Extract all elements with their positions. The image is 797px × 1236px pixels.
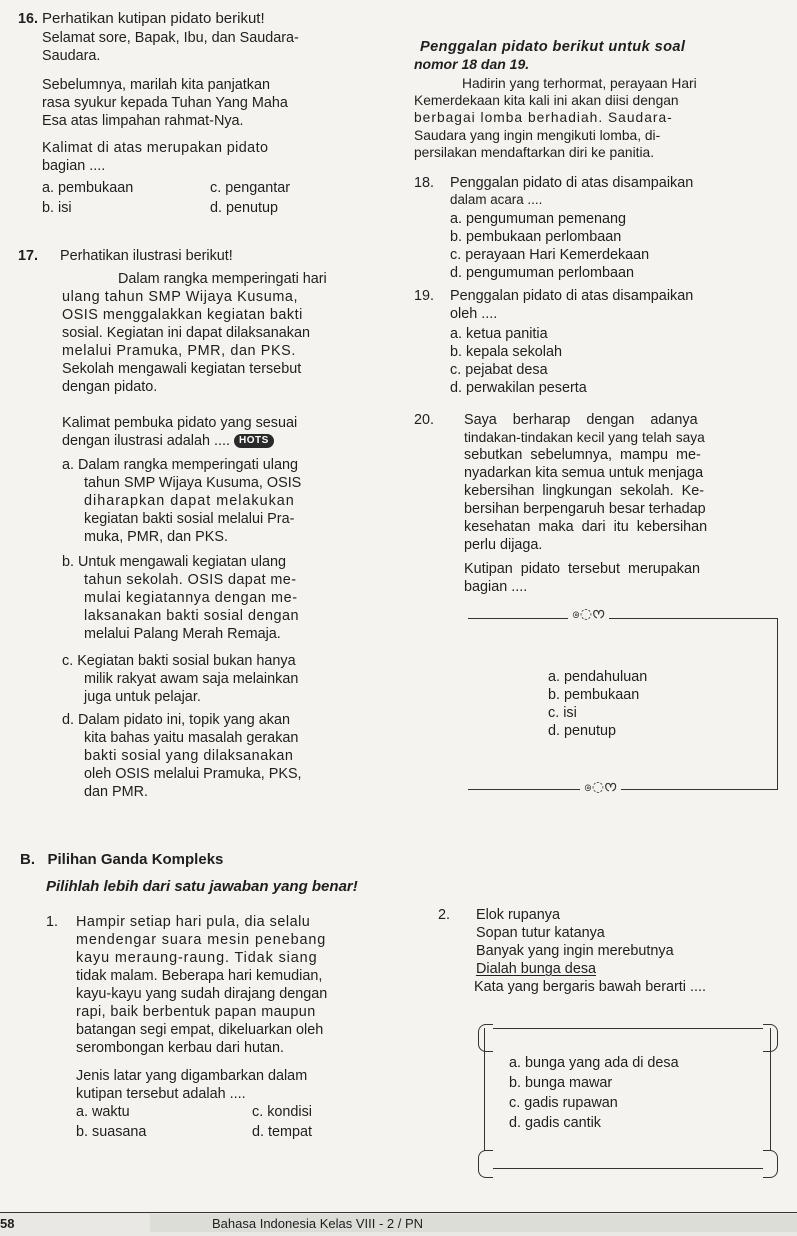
option-line: c. Kegiatan bakti sosial bukan hanya [62, 653, 296, 669]
option-line: melalui Palang Merah Remaja. [84, 626, 281, 642]
passage-heading-line: nomor 18 dan 19. [414, 56, 530, 73]
question-text: dalam acara .... [450, 192, 543, 207]
option-line: juga untuk pelajar. [84, 689, 201, 705]
option-a[interactable]: a. bunga yang ada di desa [509, 1055, 679, 1071]
excerpt-line: mendengar suara mesin penebang [76, 932, 327, 948]
option-d[interactable]: d. gadis cantik [509, 1115, 601, 1131]
poem-line: Sopan tutur katanya [476, 925, 605, 941]
frame-right-rule [777, 618, 778, 790]
excerpt-line: kayu-kayu yang sudah dirajang dengan [76, 986, 328, 1002]
excerpt-line: batangan segi empat, dikeluarkan oleh [76, 1022, 324, 1038]
scroll-right-rule [770, 1028, 771, 1168]
page-number: 58 [0, 1216, 15, 1231]
excerpt-line: Hampir setiap hari pula, dia selalu [76, 914, 311, 930]
passage-line: berbagai lomba berhadiah. Saudara- [414, 110, 673, 126]
option-line: dan PMR. [84, 784, 148, 800]
excerpt-line: Selamat sore, Bapak, Ibu, dan Saudara- [42, 29, 299, 46]
illustration-text [62, 270, 372, 396]
passage-line: Kemerdekaan kita kali ini akan diisi dengan [414, 93, 679, 109]
option-c[interactable]: c. perayaan Hari Kemerdekaan [450, 246, 650, 263]
option-a[interactable]: a. pendahuluan [548, 669, 648, 685]
question-number: 19. [414, 288, 435, 304]
question-title: Perhatikan ilustrasi berikut! [60, 248, 233, 264]
option-c[interactable]: c. pengantar [210, 179, 291, 196]
option-b[interactable]: b. bunga mawar [509, 1075, 613, 1091]
question-number: 20. [414, 412, 435, 428]
scroll-curl-left-icon [478, 1024, 493, 1052]
excerpt-line: sebutkan sebelumnya, mampu me- [464, 447, 701, 464]
option-line: b. Untuk mengawali kegiatan ulang [62, 554, 286, 570]
option-d[interactable] [62, 711, 382, 801]
option-line: kita bahas yaitu masalah gerakan [84, 730, 299, 746]
option-line: a. Dalam rangka memperingati ulang [62, 457, 298, 473]
hots-badge: HOTS [234, 434, 274, 448]
option-line: laksanakan bakti sosial dengan [84, 608, 300, 624]
option-line: mulai kegiatannya dengan me- [84, 590, 298, 606]
scroll-left-rule [484, 1028, 485, 1168]
passage-line: Hadirin yang terhormat, perayaan Hari [462, 76, 697, 91]
question-text-line [62, 432, 382, 450]
question-text: kutipan tersebut adalah .... [76, 1086, 246, 1102]
option-b[interactable]: b. isi [42, 199, 72, 216]
footer-title: Bahasa Indonesia Kelas VIII - 2 / PN [212, 1216, 424, 1231]
question-text: oleh .... [450, 306, 498, 322]
complex-question-2-options [509, 1054, 759, 1132]
option-line: kegiatan bakti sosial melalui Pra- [84, 511, 295, 527]
question-text: bagian .... [464, 579, 528, 596]
option-b[interactable] [62, 553, 382, 643]
option-c[interactable]: c. isi [548, 705, 577, 721]
option-b[interactable]: b. pembukaan [548, 687, 640, 703]
question-text: Kata yang bergaris bawah berarti .... [474, 979, 706, 995]
option-b[interactable]: b. kepala sekolah [450, 344, 563, 360]
poem-line: Banyak yang ingin merebutnya [476, 943, 674, 959]
option-line: oleh OSIS melalui Pramuka, PKS, [84, 766, 302, 782]
question-text: Jenis latar yang digambarkan dalam [76, 1068, 308, 1084]
question-text: Kutipan pidato tersebut merupakan [464, 561, 700, 578]
scroll-bottom-rule [484, 1168, 770, 1169]
poem-line: Dialah bunga desa [476, 961, 597, 977]
illustration-line: ulang tahun SMP Wijaya Kusuma, [62, 289, 299, 305]
question-text: bagian .... [42, 157, 106, 174]
excerpt-line: rapi, baik berbentuk papan maupun [76, 1004, 316, 1020]
option-d[interactable]: d. pengumuman perlombaan [450, 264, 635, 281]
option-c[interactable]: c. pejabat desa [450, 362, 548, 378]
frame-ornament-top: ၜ◌ᰔ [568, 606, 609, 624]
illustration-line: dengan pidato. [62, 379, 158, 395]
option-a[interactable]: a. ketua panitia [450, 326, 548, 342]
section-instruction: Pilihlah lebih dari satu jawaban yang benar! [46, 878, 358, 895]
question-number: 16. [18, 11, 39, 27]
option-d[interactable]: d. penutup [548, 723, 617, 739]
illustration-line: Dalam rangka memperingati hari [118, 271, 327, 287]
excerpt-line: Esa atas limpahan rahmat-Nya. [42, 112, 244, 129]
question-number: 2. [438, 907, 451, 923]
option-line: tahun sekolah. OSIS dapat me- [84, 572, 297, 588]
illustration-line: melalui Pramuka, PMR, dan PKS. [62, 343, 296, 359]
question-title: Perhatikan kutipan pidato berikut! [42, 10, 265, 27]
option-line: d. Dalam pidato ini, topik yang akan [62, 712, 290, 728]
option-d[interactable]: d. perwakilan peserta [450, 380, 587, 396]
excerpt-line: serombongan kerbau dari hutan. [76, 1040, 285, 1056]
option-b[interactable]: b. pembukaan perlombaan [450, 228, 622, 245]
illustration-line: sosial. Kegiatan ini dapat dilaksanakan [62, 325, 311, 341]
option-line: bakti sosial yang dilaksanakan [84, 748, 294, 764]
option-line: diharapkan dapat melakukan [84, 493, 295, 509]
excerpt-line: bersihan berpengaruh besar terhadap [464, 501, 706, 518]
option-line: muka, PMR, dan PKS. [84, 529, 228, 545]
frame-ornament-bottom: ၜ◌ᰔ [580, 779, 621, 797]
passage-line: persilakan mendaftarkan diri ke panitia. [414, 144, 655, 160]
option-c[interactable]: c. gadis rupawan [509, 1095, 618, 1111]
option-a[interactable]: a. pembukaan [42, 179, 134, 196]
option-line: milik rakyat awam saja melainkan [84, 671, 299, 687]
option-a[interactable]: a. waktu [76, 1104, 130, 1120]
section-heading: B. Pilihan Ganda Kompleks [20, 851, 224, 868]
scroll-curl-left-bottom-icon [478, 1150, 493, 1178]
option-c[interactable]: c. kondisi [252, 1104, 312, 1120]
question-text: Penggalan pidato di atas disampaikan [450, 175, 694, 191]
illustration-line: OSIS menggalakkan kegiatan bakti [62, 307, 303, 323]
option-b[interactable]: b. suasana [76, 1124, 147, 1140]
excerpt-line: nyadarkan kita semua untuk menjaga [464, 465, 704, 482]
frame-bottom-rule [468, 789, 778, 790]
excerpt-line: rasa syukur kepada Tuhan Yang Maha [42, 94, 288, 111]
option-d[interactable]: d. penutup [210, 199, 279, 216]
question-17-text [62, 414, 382, 450]
excerpt-line: perlu dijaga. [464, 537, 543, 554]
question-text: Penggalan pidato di atas disampaikan [450, 288, 694, 304]
poem-line: Elok rupanya [476, 907, 560, 923]
illustration-line: Sekolah mengawali kegiatan tersebut [62, 361, 302, 377]
excerpt-line: kebersihan lingkungan sekolah. Ke- [464, 483, 704, 500]
excerpt-line: tidak malam. Beberapa hari kemudian, [76, 968, 323, 984]
question-number: 1. [46, 914, 59, 930]
option-a[interactable]: a. pengumuman pemenang [450, 210, 627, 227]
excerpt-line: Saya berharap dengan adanya [464, 412, 698, 428]
excerpt-line: Saudara. [42, 47, 101, 64]
passage-line: Saudara yang ingin mengikuti lomba, di- [414, 127, 661, 143]
scroll-curl-right-bottom-icon [763, 1150, 778, 1178]
excerpt-line: kesehatan maka dari itu kebersihan [464, 519, 708, 536]
frame-top-rule [468, 618, 778, 619]
excerpt-line: tindakan-tindakan kecil yang telah saya [464, 430, 705, 445]
question-text: dengan ilustrasi adalah .... [62, 433, 231, 449]
option-line: tahun SMP Wijaya Kusuma, OSIS [84, 475, 302, 491]
scroll-top-rule [484, 1028, 770, 1029]
passage-heading-line: Penggalan pidato berikut untuk soal [420, 39, 686, 55]
option-d[interactable]: d. tempat [252, 1124, 312, 1140]
question-number: 17. [18, 248, 39, 264]
question-text: Kalimat pembuka pidato yang sesuai [62, 415, 298, 431]
excerpt-line: Sebelumnya, marilah kita panjatkan [42, 76, 270, 93]
option-c[interactable] [62, 652, 382, 706]
question-text: Kalimat di atas merupakan pidato [42, 139, 269, 156]
option-a[interactable] [62, 456, 382, 546]
excerpt-line: kayu meraung-raung. Tidak siang [76, 950, 318, 966]
question-number: 18. [414, 175, 435, 191]
question-20-options [548, 668, 768, 740]
passage-text [414, 75, 790, 161]
passage-heading [414, 38, 794, 74]
